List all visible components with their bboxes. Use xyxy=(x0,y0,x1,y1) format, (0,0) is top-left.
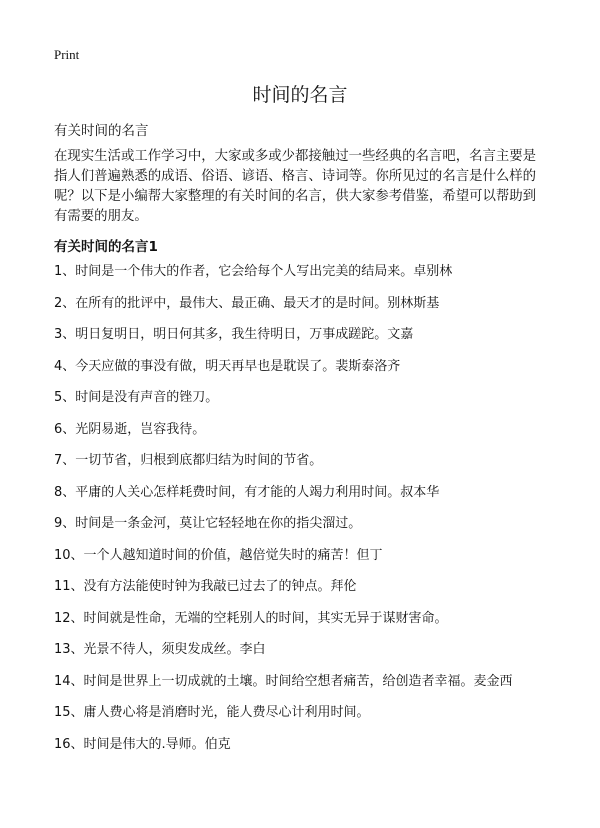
quote-item: 14、时间是世界上一切成就的土壤。时间给空想者痛苦，给创造者幸福。麦金西 xyxy=(54,673,513,689)
intro-paragraph: 在现实生活或工作学习中，大家或多或少都接触过一些经典的名言吧，名言主要是指人们普遍熟悉的成语、俗语、谚语、格言、诗词等。你所见过的名言是什么样的呢？以下是小编帮大家整理的有关时间的名言，供大家参考借鉴，希望可以帮助到有需要的朋友。 xyxy=(54,149,537,224)
quote-item: 13、光景不待人，须臾发成丝。李白 xyxy=(54,642,266,657)
quote-item: 3、明日复明日，明日何其多，我生待明日，万事成蹉跎。文嘉 xyxy=(54,327,414,342)
quote-item: 12、时间就是性命，无端的空耗别人的时间，其实无异于谋财害命。 xyxy=(54,610,448,626)
print-link[interactable]: Print xyxy=(54,47,80,62)
quote-item: 5、时间是没有声音的锉刀。 xyxy=(54,390,219,405)
quote-item: 8、平庸的人关心怎样耗费时间，有才能的人竭力利用时间。叔本华 xyxy=(54,484,440,500)
quote-item: 16、时间是伟大的.导师。伯克 xyxy=(54,736,231,752)
quote-item: 11、没有方法能使时钟为我敲已过去了的钟点。拜伦 xyxy=(54,579,357,594)
quote-item: 6、光阴易逝，岂容我待。 xyxy=(54,421,206,437)
quote-list xyxy=(54,262,513,766)
quote-item: 1、时间是一个伟大的作者，它会给每个人写出完美的结局来。卓别林 xyxy=(54,264,453,279)
subtitle: 有关时间的名言 xyxy=(54,123,149,139)
quote-item: 7、一切节省，归根到底都归结为时间的节省。 xyxy=(54,453,323,468)
quote-item: 15、庸人费心将是消磨时光，能人费尽心计利用时间。 xyxy=(54,705,370,720)
section-heading: 有关时间的名言1 xyxy=(54,239,158,255)
quote-item: 2、在所有的批评中，最伟大、最正确、最天才的是时间。别林斯基 xyxy=(54,295,440,311)
quote-item: 4、今天应做的事没有做，明天再早也是耽误了。裴斯泰洛齐 xyxy=(54,358,401,374)
quote-item: 10、一个人越知道时间的价值，越倍觉失时的痛苦！但丁 xyxy=(54,547,383,563)
page-title: 时间的名言 xyxy=(252,84,348,106)
quote-item: 9、时间是一条金河，莫让它轻轻地在你的指尖溜过。 xyxy=(54,516,362,531)
